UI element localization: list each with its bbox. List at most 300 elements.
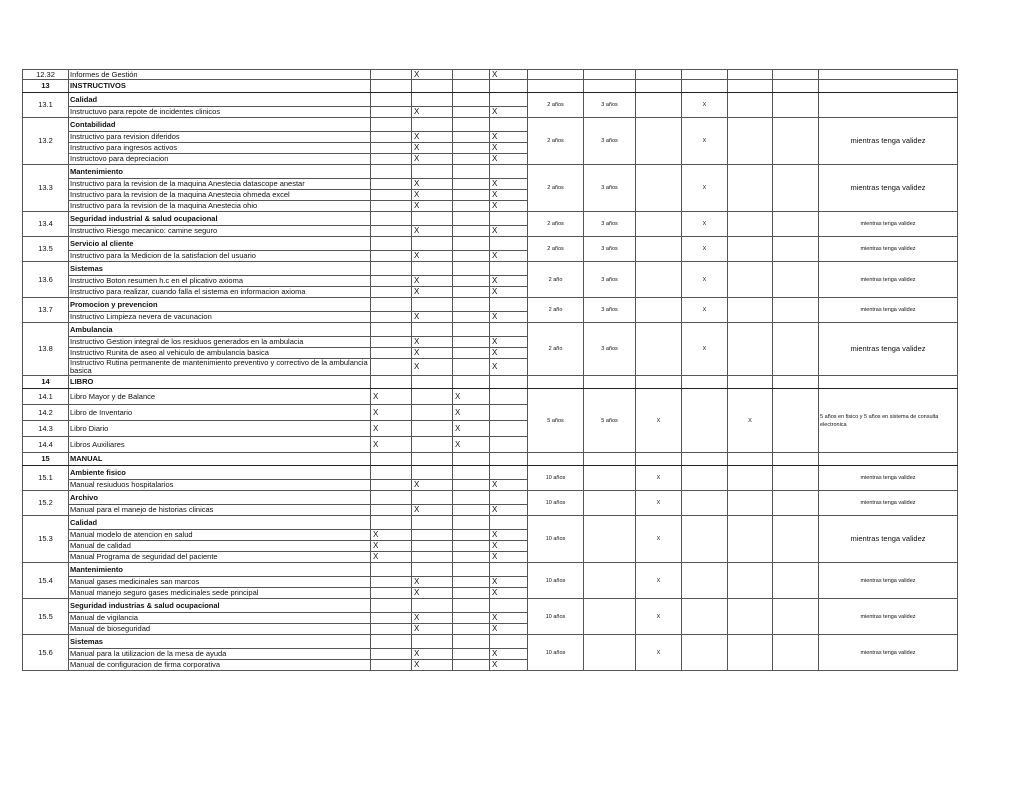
retention-c: X xyxy=(636,491,682,516)
document-name: Instructivo para revision diferidos xyxy=(69,132,371,143)
mark-c3 xyxy=(453,588,490,599)
retention-e xyxy=(728,599,773,635)
mark-c3 xyxy=(453,505,490,516)
document-name: Libro Mayor y de Balance xyxy=(69,389,371,405)
empty-cell xyxy=(584,70,636,80)
retention-a: 5 años xyxy=(528,389,584,453)
retention-d: X xyxy=(682,118,728,165)
group-code: 15.3 xyxy=(23,516,69,563)
group-title: Sistemas xyxy=(69,262,371,276)
group-code: 13.3 xyxy=(23,165,69,212)
mark-c1: X xyxy=(371,541,412,552)
empty-cell xyxy=(773,453,819,466)
retention-e xyxy=(728,516,773,563)
group-code: 15.6 xyxy=(23,635,69,671)
mark-c3 xyxy=(453,276,490,287)
mark-c2: X xyxy=(412,287,453,298)
row-code: 14.1 xyxy=(23,389,69,405)
section-row xyxy=(23,453,958,466)
mark-c2: X xyxy=(412,660,453,671)
mark-c3 xyxy=(453,154,490,165)
retention-c xyxy=(636,93,682,118)
group-header-row xyxy=(23,262,958,276)
empty-cell xyxy=(636,70,682,80)
document-name: Manual gases medicinales san marcos xyxy=(69,577,371,588)
group-title: Ambulancia xyxy=(69,323,371,337)
mark-c1 xyxy=(371,190,412,201)
retention-note: 5 años en fisico y 5 años en sistema de consulta electronica xyxy=(819,389,958,453)
mark-c2: X xyxy=(412,505,453,516)
document-name: Manual de calidad xyxy=(69,541,371,552)
empty-cell xyxy=(371,376,412,389)
group-header-row xyxy=(23,298,958,312)
empty-cell xyxy=(819,80,958,93)
retention-d xyxy=(682,563,728,599)
empty-cell xyxy=(371,323,412,337)
retention-a: 2 años xyxy=(528,212,584,237)
retention-a: 10 años xyxy=(528,466,584,491)
retention-c xyxy=(636,262,682,298)
group-header-row xyxy=(23,93,958,107)
retention-f xyxy=(773,262,819,298)
mark-c4: X xyxy=(490,624,528,635)
retention-f xyxy=(773,165,819,212)
retention-b xyxy=(584,491,636,516)
group-title: Mantenimiento xyxy=(69,563,371,577)
empty-cell xyxy=(636,453,682,466)
mark-c4: X xyxy=(490,276,528,287)
mark-c3: X xyxy=(453,421,490,437)
empty-cell xyxy=(453,118,490,132)
retention-note: mientras tenga validez xyxy=(819,262,958,298)
group-header-row xyxy=(23,165,958,179)
retention-e xyxy=(728,298,773,323)
document-name: Instructivo para la revision de la maquina Anestecia ohio xyxy=(69,201,371,212)
empty-cell xyxy=(490,262,528,276)
document-name: Libro de Inventario xyxy=(69,405,371,421)
empty-cell xyxy=(371,93,412,107)
retention-e xyxy=(728,563,773,599)
retention-f xyxy=(773,599,819,635)
retention-note: mientras tenga validez xyxy=(819,516,958,563)
mark-c4: X xyxy=(490,190,528,201)
section-code: 14 xyxy=(23,376,69,389)
document-row xyxy=(23,70,958,80)
mark-c1 xyxy=(371,348,412,359)
empty-cell xyxy=(490,599,528,613)
mark-c3: X xyxy=(453,389,490,405)
group-title: Servicio al cliente xyxy=(69,237,371,251)
document-name: Instructivo Boton resumen h.c en el plicativo axioma xyxy=(69,276,371,287)
group-code: 13.8 xyxy=(23,323,69,376)
retention-b: 3 años xyxy=(584,165,636,212)
mark-c2: X xyxy=(412,107,453,118)
mark-c4 xyxy=(490,421,528,437)
mark-c3 xyxy=(453,660,490,671)
mark-c1 xyxy=(371,276,412,287)
mark-c4: X xyxy=(490,337,528,348)
retention-f xyxy=(773,212,819,237)
empty-cell xyxy=(819,453,958,466)
document-name: Instructivo para la Medicion de la satisfacion del usuario xyxy=(69,251,371,262)
document-row xyxy=(23,389,958,405)
mark-c3 xyxy=(453,107,490,118)
mark-c1 xyxy=(371,287,412,298)
mark-c1: X xyxy=(371,552,412,563)
document-name: Manual resiuduos hospitalarios xyxy=(69,480,371,491)
mark-c4: X xyxy=(490,107,528,118)
retention-e xyxy=(728,491,773,516)
group-title: Seguridad industrial & salud ocupacional xyxy=(69,212,371,226)
retention-b xyxy=(584,563,636,599)
retention-d: X xyxy=(682,212,728,237)
mark-c1 xyxy=(371,143,412,154)
retention-c xyxy=(636,212,682,237)
empty-cell xyxy=(528,376,584,389)
retention-d: X xyxy=(682,165,728,212)
empty-cell xyxy=(773,376,819,389)
retention-d: X xyxy=(682,298,728,323)
mark-c4: X xyxy=(490,359,528,376)
retention-table xyxy=(22,69,958,671)
empty-cell xyxy=(412,262,453,276)
row-code: 14.2 xyxy=(23,405,69,421)
document-name: Instructivo para la revision de la maquina Anestecia ohmeda excel xyxy=(69,190,371,201)
mark-c3: X xyxy=(453,405,490,421)
mark-c2: X xyxy=(412,132,453,143)
empty-cell xyxy=(584,376,636,389)
empty-cell xyxy=(728,376,773,389)
document-name: Manual para el manejo de historias clinicas xyxy=(69,505,371,516)
group-code: 15.1 xyxy=(23,466,69,491)
group-header-row xyxy=(23,599,958,613)
retention-c xyxy=(636,298,682,323)
mark-c3 xyxy=(453,530,490,541)
mark-c2 xyxy=(412,421,453,437)
mark-c4: X xyxy=(490,348,528,359)
mark-c4: X xyxy=(490,505,528,516)
empty-cell xyxy=(636,376,682,389)
empty-cell xyxy=(453,298,490,312)
group-title: Ambiente fisico xyxy=(69,466,371,480)
mark-c2: X xyxy=(412,143,453,154)
empty-cell xyxy=(412,563,453,577)
mark-c3 xyxy=(453,312,490,323)
empty-cell xyxy=(412,599,453,613)
mark-c1 xyxy=(371,107,412,118)
retention-a: 2 años xyxy=(528,165,584,212)
document-name: Instructivo Rutina permanente de mantenimiento preventivo y correctivo de la ambulancia basica xyxy=(69,359,371,376)
mark-c3 xyxy=(453,649,490,660)
empty-cell xyxy=(371,80,412,93)
retention-table-sheet xyxy=(22,69,957,671)
retention-e xyxy=(728,466,773,491)
retention-f xyxy=(773,93,819,118)
mark-c1: X xyxy=(371,389,412,405)
section-row xyxy=(23,80,958,93)
empty-cell xyxy=(371,212,412,226)
empty-cell xyxy=(453,323,490,337)
mark-c2: X xyxy=(412,624,453,635)
group-title: Calidad xyxy=(69,516,371,530)
mark-c4: X xyxy=(490,201,528,212)
document-name: Instructuvo para repote de incidentes clinicos xyxy=(69,107,371,118)
retention-note: mientras tenga validez xyxy=(819,563,958,599)
mark-c4: X xyxy=(490,541,528,552)
mark-c3 xyxy=(453,337,490,348)
mark-c3 xyxy=(453,348,490,359)
group-header-row xyxy=(23,491,958,505)
group-title: Archivo xyxy=(69,491,371,505)
empty-cell xyxy=(682,80,728,93)
mark-c1 xyxy=(371,251,412,262)
empty-cell xyxy=(819,376,958,389)
empty-cell xyxy=(728,453,773,466)
retention-e xyxy=(728,93,773,118)
mark-c4: X xyxy=(490,251,528,262)
document-name: Manual modelo de atencion en salud xyxy=(69,530,371,541)
mark-c1 xyxy=(371,624,412,635)
retention-note: mientras tenga validez xyxy=(819,491,958,516)
retention-e xyxy=(728,262,773,298)
section-row xyxy=(23,376,958,389)
row-code: 14.4 xyxy=(23,437,69,453)
retention-a: 10 años xyxy=(528,599,584,635)
retention-f xyxy=(773,635,819,671)
empty-cell xyxy=(412,491,453,505)
empty-cell xyxy=(453,212,490,226)
group-title: Seguridad industrias & salud ocupacional xyxy=(69,599,371,613)
mark-c2: X xyxy=(412,359,453,376)
retention-a: 2 años xyxy=(528,93,584,118)
empty-cell xyxy=(412,237,453,251)
mark-c2: X xyxy=(412,480,453,491)
empty-cell xyxy=(412,212,453,226)
empty-cell xyxy=(453,516,490,530)
group-title: Mantenimiento xyxy=(69,165,371,179)
mark-c4: X xyxy=(490,613,528,624)
mark-c4 xyxy=(490,405,528,421)
empty-cell xyxy=(490,376,528,389)
mark-c1 xyxy=(371,613,412,624)
empty-cell xyxy=(728,70,773,80)
mark-c1 xyxy=(371,588,412,599)
document-name: Instructivo para realizar, cuando falla el sistema en informacion axioma xyxy=(69,287,371,298)
empty-cell xyxy=(412,323,453,337)
group-header-row xyxy=(23,466,958,480)
retention-d xyxy=(682,635,728,671)
group-header-row xyxy=(23,635,958,649)
document-name: Instructivo Riesgo mecanico: camine seguro xyxy=(69,226,371,237)
empty-cell xyxy=(490,212,528,226)
document-name: Manual de configuracion de firma corporativa xyxy=(69,660,371,671)
empty-cell xyxy=(412,93,453,107)
mark-c3 xyxy=(453,613,490,624)
group-title: Contabilidad xyxy=(69,118,371,132)
mark-c3 xyxy=(453,70,490,80)
empty-cell xyxy=(412,466,453,480)
mark-c2: X xyxy=(412,649,453,660)
retention-b xyxy=(584,516,636,563)
retention-f xyxy=(773,118,819,165)
empty-cell xyxy=(490,453,528,466)
empty-cell xyxy=(453,466,490,480)
mark-c1: X xyxy=(371,405,412,421)
retention-note: mientras tenga validez xyxy=(819,599,958,635)
mark-c1 xyxy=(371,359,412,376)
section-code: 13 xyxy=(23,80,69,93)
group-header-row xyxy=(23,516,958,530)
retention-c: X xyxy=(636,389,682,453)
retention-f xyxy=(773,466,819,491)
retention-c xyxy=(636,165,682,212)
mark-c2: X xyxy=(412,179,453,190)
mark-c3 xyxy=(453,251,490,262)
group-code: 15.4 xyxy=(23,563,69,599)
empty-cell xyxy=(490,563,528,577)
retention-d: X xyxy=(682,93,728,118)
group-title: Calidad xyxy=(69,93,371,107)
empty-cell xyxy=(682,376,728,389)
group-code: 15.2 xyxy=(23,491,69,516)
group-code: 13.5 xyxy=(23,237,69,262)
group-code: 13.4 xyxy=(23,212,69,237)
group-header-row xyxy=(23,323,958,337)
mark-c4: X xyxy=(490,154,528,165)
empty-cell xyxy=(682,453,728,466)
retention-note: mientras tenga validez xyxy=(819,165,958,212)
mark-c2 xyxy=(412,530,453,541)
retention-d xyxy=(682,599,728,635)
retention-note: mientras tenga validez xyxy=(819,298,958,323)
empty-cell xyxy=(682,70,728,80)
mark-c4: X xyxy=(490,312,528,323)
retention-c: X xyxy=(636,599,682,635)
empty-cell xyxy=(412,80,453,93)
mark-c2: X xyxy=(412,577,453,588)
retention-f xyxy=(773,516,819,563)
mark-c1 xyxy=(371,337,412,348)
empty-cell xyxy=(453,599,490,613)
empty-cell xyxy=(773,80,819,93)
retention-c: X xyxy=(636,466,682,491)
retention-c: X xyxy=(636,563,682,599)
empty-cell xyxy=(453,165,490,179)
mark-c3 xyxy=(453,179,490,190)
mark-c4: X xyxy=(490,179,528,190)
empty-cell xyxy=(412,118,453,132)
empty-cell xyxy=(371,516,412,530)
retention-f xyxy=(773,323,819,376)
empty-cell xyxy=(412,516,453,530)
retention-c: X xyxy=(636,516,682,563)
retention-d: X xyxy=(682,262,728,298)
empty-cell xyxy=(528,80,584,93)
document-name: Manual para la utilizacion de la mesa de ayuda xyxy=(69,649,371,660)
section-title: LIBRO xyxy=(69,376,371,389)
empty-cell xyxy=(490,93,528,107)
retention-d: X xyxy=(682,323,728,376)
empty-cell xyxy=(371,453,412,466)
mark-c2: X xyxy=(412,337,453,348)
retention-d xyxy=(682,516,728,563)
mark-c2: X xyxy=(412,226,453,237)
retention-b: 3 años xyxy=(584,212,636,237)
empty-cell xyxy=(371,491,412,505)
mark-c4: X xyxy=(490,552,528,563)
group-code: 13.2 xyxy=(23,118,69,165)
retention-b: 5 años xyxy=(584,389,636,453)
empty-cell xyxy=(371,237,412,251)
empty-cell xyxy=(636,80,682,93)
mark-c2: X xyxy=(412,70,453,80)
mark-c2: X xyxy=(412,251,453,262)
retention-a: 10 años xyxy=(528,491,584,516)
mark-c4: X xyxy=(490,70,528,80)
retention-d xyxy=(682,389,728,453)
section-code: 15 xyxy=(23,453,69,466)
empty-cell xyxy=(528,70,584,80)
retention-e xyxy=(728,165,773,212)
mark-c1 xyxy=(371,649,412,660)
retention-f xyxy=(773,237,819,262)
mark-c4 xyxy=(490,437,528,453)
group-code: 13.7 xyxy=(23,298,69,323)
empty-cell xyxy=(453,453,490,466)
empty-cell xyxy=(453,491,490,505)
mark-c1 xyxy=(371,201,412,212)
document-name: Instructivo Runita de aseo al vehiculo de ambulancia basica xyxy=(69,348,371,359)
retention-d: X xyxy=(682,237,728,262)
empty-cell xyxy=(371,466,412,480)
group-header-row xyxy=(23,118,958,132)
retention-note xyxy=(819,93,958,118)
mark-c2 xyxy=(412,405,453,421)
empty-cell xyxy=(371,563,412,577)
retention-c xyxy=(636,118,682,165)
empty-cell xyxy=(453,237,490,251)
retention-e xyxy=(728,635,773,671)
retention-a: 10 años xyxy=(528,516,584,563)
mark-c3 xyxy=(453,201,490,212)
mark-c4: X xyxy=(490,143,528,154)
mark-c2 xyxy=(412,552,453,563)
mark-c3 xyxy=(453,624,490,635)
retention-b: 3 años xyxy=(584,93,636,118)
empty-cell xyxy=(412,635,453,649)
document-name: Manual de vigilancia xyxy=(69,613,371,624)
retention-c xyxy=(636,237,682,262)
mark-c3 xyxy=(453,541,490,552)
empty-cell xyxy=(371,635,412,649)
mark-c2: X xyxy=(412,201,453,212)
mark-c1 xyxy=(371,480,412,491)
retention-f xyxy=(773,563,819,599)
empty-cell xyxy=(728,80,773,93)
mark-c1 xyxy=(371,226,412,237)
group-header-row xyxy=(23,212,958,226)
empty-cell xyxy=(490,635,528,649)
mark-c3 xyxy=(453,226,490,237)
group-header-row xyxy=(23,563,958,577)
mark-c3 xyxy=(453,577,490,588)
group-header-row xyxy=(23,237,958,251)
empty-cell xyxy=(773,70,819,80)
mark-c1 xyxy=(371,132,412,143)
retention-c: X xyxy=(636,635,682,671)
empty-cell xyxy=(453,80,490,93)
retention-b: 3 años xyxy=(584,262,636,298)
